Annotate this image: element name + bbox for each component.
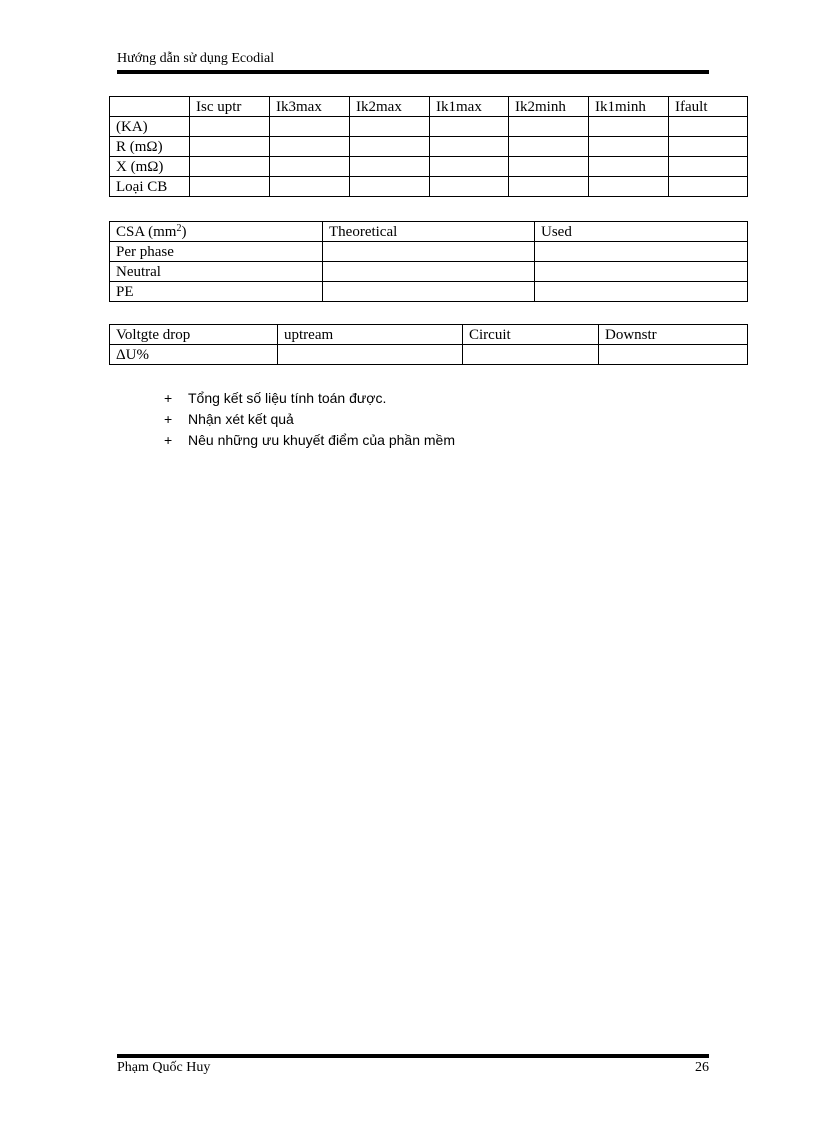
- table-cell: [589, 117, 669, 137]
- header-divider: [117, 70, 709, 74]
- footer-author: Phạm Quốc Huy: [117, 1060, 211, 1075]
- table-cell: [669, 117, 748, 137]
- table-cell: [430, 137, 509, 157]
- short-circuit-table: [109, 96, 748, 197]
- voltage-drop-table: [109, 324, 748, 365]
- list-item: [160, 409, 455, 430]
- column-header: Ik2minh: [509, 97, 589, 117]
- plus-bullet: +: [164, 432, 173, 448]
- column-header: [110, 97, 190, 117]
- table-cell: [509, 157, 589, 177]
- csa-header-superscript: 2: [176, 222, 182, 234]
- table-cell: [509, 177, 589, 197]
- note-text: Tổng kết số liệu tính toán được.: [188, 390, 387, 406]
- column-header: Theoretical: [323, 222, 535, 242]
- table-header-row: [110, 97, 748, 117]
- row-label: Loại CB: [110, 177, 190, 197]
- table-cell: [669, 157, 748, 177]
- csa-header-prefix: CSA (mm: [116, 223, 177, 240]
- table-cell: [589, 137, 669, 157]
- table-cell: [430, 117, 509, 137]
- column-header: Ik1minh: [589, 97, 669, 117]
- table-cell: [430, 157, 509, 177]
- table-row: [110, 177, 748, 197]
- column-header: Voltgte drop: [110, 325, 278, 345]
- table-cell: [270, 177, 350, 197]
- table-cell: [509, 117, 589, 137]
- csa-header-suffix: ): [181, 223, 187, 240]
- column-header: Circuit: [463, 325, 599, 345]
- table-header-row: [110, 222, 748, 242]
- table-cell: [190, 137, 270, 157]
- table-row: [110, 242, 748, 262]
- table-cell: [350, 157, 430, 177]
- row-label: Per phase: [110, 242, 323, 262]
- table-cell: [350, 117, 430, 137]
- column-header: Ik1max: [430, 97, 509, 117]
- plus-bullet: +: [164, 411, 173, 427]
- table-row: [110, 262, 748, 282]
- column-header: Downstr: [599, 325, 748, 345]
- table-cell: [509, 137, 589, 157]
- table-cell: [323, 282, 535, 302]
- list-item: [160, 388, 455, 409]
- table-cell: [190, 117, 270, 137]
- table-cell: [270, 137, 350, 157]
- page-header-title: Hướng dẫn sử dụng Ecodial: [117, 51, 275, 66]
- table-cell: [589, 177, 669, 197]
- table-cell: [463, 345, 599, 365]
- column-header: Isc uptr: [190, 97, 270, 117]
- table-row: [110, 282, 748, 302]
- table-cell: [350, 137, 430, 157]
- plus-bullet: +: [164, 390, 173, 406]
- table-cell: [535, 242, 748, 262]
- table-cell: [669, 137, 748, 157]
- column-header: uptream: [278, 325, 463, 345]
- table-cell: [270, 157, 350, 177]
- table-row: [110, 345, 748, 365]
- table-cell: [535, 282, 748, 302]
- column-header: Used: [535, 222, 748, 242]
- table-row: [110, 137, 748, 157]
- column-header: Ik3max: [270, 97, 350, 117]
- table-cell: [190, 177, 270, 197]
- table-cell: [589, 157, 669, 177]
- footer-divider: [117, 1054, 709, 1058]
- table-cell: [535, 262, 748, 282]
- row-label: ΔU%: [110, 345, 278, 365]
- table-row: [110, 157, 748, 177]
- table-row: [110, 117, 748, 137]
- row-label: (KA): [110, 117, 190, 137]
- column-header: Ifault: [669, 97, 748, 117]
- table-cell: [278, 345, 463, 365]
- row-label: R (mΩ): [110, 137, 190, 157]
- page-number: 26: [695, 1060, 709, 1075]
- note-text: Nêu những ưu khuyết điểm của phần mềm: [188, 432, 456, 448]
- column-header-csa: [110, 222, 323, 242]
- table-cell: [669, 177, 748, 197]
- table-cell: [323, 242, 535, 262]
- row-label: X (mΩ): [110, 157, 190, 177]
- table-cell: [323, 262, 535, 282]
- row-label: Neutral: [110, 262, 323, 282]
- list-item: [160, 430, 455, 451]
- table-cell: [599, 345, 748, 365]
- table-header-row: [110, 325, 748, 345]
- note-text: Nhận xét kết quả: [188, 411, 294, 427]
- column-header: Ik2max: [350, 97, 430, 117]
- summary-notes-list: [160, 388, 455, 451]
- table-cell: [270, 117, 350, 137]
- table-cell: [190, 157, 270, 177]
- table-cell: [350, 177, 430, 197]
- table-cell: [430, 177, 509, 197]
- cable-csa-table: [109, 221, 748, 302]
- row-label: PE: [110, 282, 323, 302]
